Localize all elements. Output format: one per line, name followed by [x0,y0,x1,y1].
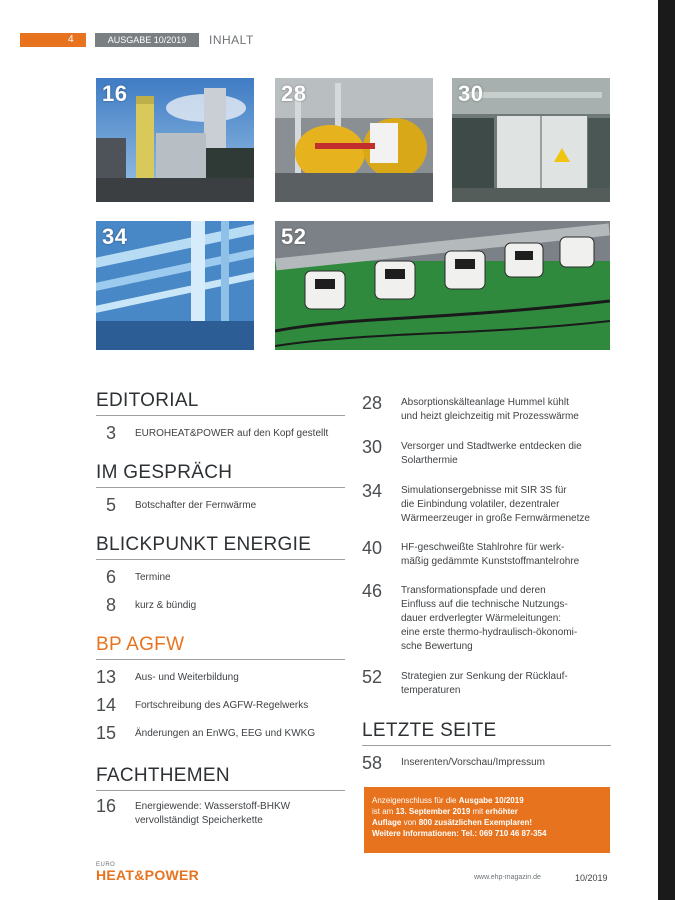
toc-entry-title [401,582,577,654]
toc-entry-line: und heizt gleichzeitig mit Prozesswärme [401,411,579,422]
toc-page-number: 5 [106,495,117,515]
toc-entry-title: Fortschreibung des AGFW-Regelwerks [135,700,309,711]
section-blickpunkt-energie [96,534,345,560]
toc-page-number: 3 [106,423,117,443]
toc-entry-title [401,438,582,468]
page-number-badge [20,33,86,47]
ad-deadline-notice [364,787,610,853]
toc-page-number: 58 [362,753,383,773]
toc-page-number: 15 [96,723,117,743]
toc-entry[interactable] [96,797,356,828]
toc-entry[interactable] [96,568,356,586]
toc-page-number: 46 [362,581,383,601]
toc-entry[interactable] [362,438,612,468]
notice-line: ist am 13. September 2019 mit erhöhter [372,807,518,816]
toc-entry-title [401,668,568,698]
page-edge-shadow [658,0,675,900]
logo-prefix: EURO [96,862,116,868]
logo-wordmark: HEAT&POWER [96,867,200,883]
photo-28-absorption-chiller[interactable] [275,78,433,202]
toc-entry-line: Versorger und Stadtwerke entdecken die [401,441,582,452]
toc-entry-title: Aus- und Weiterbildung [135,672,239,683]
issue-badge: AUSGABE 10/2019 [95,33,199,47]
toc-entry-line: Strategien zur Senkung der Rücklauf- [401,671,568,682]
photo-page-label: 16 [102,81,128,106]
toc-page-number: 28 [362,393,383,413]
toc-entry-line: temperaturen [401,685,461,696]
euroheat-power-logo [96,862,199,882]
photo-34-pipe-network[interactable] [96,221,254,350]
section-editorial [96,390,345,416]
section-label: INHALT [209,33,254,47]
footer-issue: 10/2019 [575,873,608,883]
section-heading: LETZTE SEITE [362,720,611,746]
footer-website[interactable]: www.ehp-magazin.de [474,874,541,881]
toc-entry-line: Einfluss auf die technische Nutzungs- [401,599,568,610]
toc-entry-line: eine erste thermo-hydraulisch-ökonomi- [401,627,578,638]
toc-entry[interactable] [96,596,356,614]
toc-entry[interactable] [362,754,612,772]
toc-page-number: 13 [96,667,117,687]
toc-entry-title: kurz & bündig [135,600,197,611]
section-bp-agfw [96,634,345,660]
notice-line: Weitere Informationen: Tel.: 069 710 46 87-354 [372,829,547,838]
toc-entry-line: sche Bewertung [401,641,473,652]
toc-entry[interactable] [362,668,612,698]
photo-page-label: 30 [458,81,484,106]
photo-page-label: 52 [281,224,307,249]
toc-entry-line: dauer erdverlegter Wärmeleitungen: [401,613,562,624]
toc-entry-title: Änderungen an EnWG, EEG und KWKG [135,728,316,739]
toc-entry-line: mäßig gedämmte Kunststoffmantelrohre [401,556,580,567]
toc-entry[interactable] [96,668,356,686]
toc-entry[interactable] [96,424,356,442]
toc-entry[interactable] [362,394,612,424]
section-heading: BP AGFW [96,634,345,660]
toc-entry-title: EUROHEAT&POWER auf den Kopf gestellt [135,428,329,439]
toc-entry-title [401,482,590,526]
toc-entry-line: vervollständigt Speicherkette [135,815,263,826]
section-fachthemen [96,765,345,791]
page-number: 4 [68,34,74,45]
photo-page-label: 34 [102,224,128,249]
section-heading: FACHTHEMEN [96,765,345,791]
toc-entry-line: Solarthermie [401,455,458,466]
photo-52-engine-detail[interactable] [275,221,610,350]
toc-entry[interactable] [96,724,356,742]
toc-page-number: 34 [362,481,383,501]
toc-entry-line: Transformationspfade und deren [401,585,546,596]
toc-entry-line: Simulationsergebnisse mit SIR 3S für [401,485,567,496]
section-im-gespraech [96,462,345,488]
toc-page-number: 30 [362,437,383,457]
toc-page-number: 14 [96,695,117,715]
photo-30-control-cabinet[interactable] [452,78,610,202]
toc-entry-title: Botschafter der Fernwärme [135,500,257,511]
toc-entry-line: Wärmeerzeuger in große Fernwärmenetze [401,513,590,524]
toc-entry[interactable] [96,496,356,514]
toc-page-number: 6 [106,567,117,587]
notice-line: Auflage von 800 zusätzlichen Exemplaren! [372,818,533,827]
toc-entry-title [135,797,290,828]
toc-entry-title: Termine [135,572,171,583]
toc-entry-line: Energiewende: Wasserstoff-BHKW [135,801,291,812]
toc-entry-title [401,539,579,569]
toc-entry[interactable] [362,482,612,526]
toc-entry-title: Inserenten/Vorschau/Impressum [401,757,545,768]
toc-page-number: 40 [362,538,383,558]
toc-entry-line: die Einbindung volatiler, dezentraler [401,499,560,510]
toc-entry[interactable] [362,582,612,654]
section-heading: IM GESPRÄCH [96,462,345,488]
section-heading: EDITORIAL [96,390,345,416]
section-letzte-seite [362,720,611,746]
toc-entry-line: HF-geschweißte Stahlrohre für werk- [401,542,565,553]
toc-entry[interactable] [96,696,356,714]
toc-entry[interactable] [362,539,612,569]
toc-entry-title [401,394,579,424]
toc-page-number: 16 [96,796,117,816]
toc-page-number: 8 [106,595,117,615]
section-heading: BLICKPUNKT ENERGIE [96,534,345,560]
toc-page-number: 52 [362,667,383,687]
notice-line: Anzeigenschluss für die Ausgabe 10/2019 [372,796,524,805]
photo-page-label: 28 [281,81,307,106]
toc-entry-line: Absorptionskälteanlage Hummel kühlt [401,397,569,408]
photo-16-plant-exterior[interactable] [96,78,254,202]
